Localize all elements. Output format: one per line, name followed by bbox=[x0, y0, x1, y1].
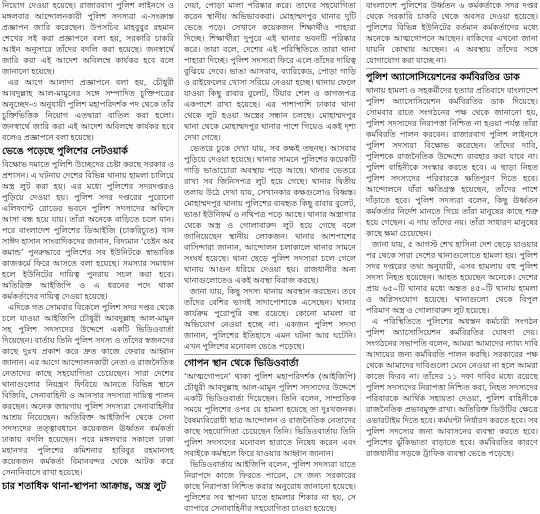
section-heading: চার শতাধিক থানা-স্থাপনা আক্রান্ত, অস্ত্র লুট bbox=[2, 481, 166, 492]
body-paragraph: এ পরিস্থিতিতে পুলিশের অধস্তন কর্মচারী সংগঠন পুলিশ অ্যাসোসিয়েশন কর্মবিরতির ঘোষণা দেয়। সংগঠনের সভাপতি বলেন, আমরা আমাদের ন্যায্য দাবি আদায়ের জন্য কর্মবিরতি পালন করছি। সরকারের পক্ষ থেকে আমাদের দাবিগুলো মেনে নেওয়া না হলে আমরা কাজে ফিরব না। তাঁদের ১১ দফা দাবির মধ্যে রয়েছে পুলিশ সদস্যদের নিরাপত্তা নিশ্চিত করা, নিহত সদস্যদের পরিবারকে আর্থিক সহায়তা দেওয়া, পুলিশ বাহিনীকে রাজনৈতিক প্রভাবমুক্ত রাখা। অতিরিক্ত ডিউটির ক্ষেত্রে ওভারটাইম দিতে হবে। কর্মঘণ্টা নির্ধারণ করতে হবে। সব পুলিশ সদস্যের জন্য আবাসনের ব্যবস্থা করতে হবে। পুলিশের ঝুঁকিভাতা বাড়াতে হবে। কর্মবিরতির কারণে রাজধানীর সড়কে ট্রাফিক ব্যবস্থা ভেঙে পড়েছে। bbox=[366, 316, 538, 458]
section-heading: গোপন স্থান থেকে ভিডিওবার্তা bbox=[184, 358, 299, 369]
body-paragraph: এদিকে গত সোমবার বিকেলে পুলিশ সদর দপ্তর থেকে চলে যাওয়া আইজিপি চৌধুরী আবদুল্লাহ আল-মামুন সহ পুলিশ সদস্যদের উদ্দেশে একটি ভিডিওবার্তা দিয়েছেন। বার্তায় তিনি পুলিশ সদস্য ও তাঁদের স্বজনদের কাছে দুঃখ প্রকাশ করে দ্রুত কাজে ফেরার আহ্বান জানান। এর আগে আন্দোলনকারী নেতা ও রাজনৈতিক নেতাদের কাছে সহযোগিতা চেয়েছেন। সারা দেশের থানাগুলোর নিয়ন্ত্রণ ফিরিয়ে আনতে বিভিন্ন স্থানে বিজিবি, সেনাবাহিনী ও আনসার সদস্যরা দায়িত্ব পালন করছেন। অনেক জায়গায় পুলিশ সদস্যরা সেনাবাহিনীর আশ্রয় নিয়েছেন। অতিরিক্ত আইজিপি থেকে সেনা সদস্যদের তত্ত্বাবধানে কয়েকজন ঊর্ধ্বতন কর্মকর্তা ঢাকায় বদলি হয়েছেন। পরে মঙ্গলবার সকালে ঢাকা মহানগর পুলিশের কমিশনার হাবিবুর রহমানসহ কয়েকজন কর্মকর্তা বিমানবন্দর থেকে আটক করে সেনানিবাসে রাখা হয়েছে। bbox=[2, 302, 174, 477]
body-paragraph: বিক্ষোভ দমাতে পুলিশি উচ্ছেদের চেষ্টা করছে সরকার ও প্রশাসন। এ ঘটনায় দেশের বিভিন্ন থানায় হামলা চালিয়ে অস্ত্র লুট করা হয়। এর মধ্যে পুলিশের সদরদপ্তরও পুড়িয়ে দেওয়া হয়। পুলিশ সদর দপ্তরের পুরোনো এলিফ্যান্ট রোডের ভবনে পুলিশ সদস্যদের অফিসে আসা বন্ধ হয়ে যায়। তাঁরা অনেকে বাড়িতে চলে যান। পরে বাংলাদেশ পুলিশের ডিআইজি (চাকরিচ্যুত) খান সাঈদ হাসান সাংবাদিকদের জানান, বিদ্যমান ‘চেইন অব কমান্ড’ পুনরুদ্ধারে পুলিশের সব ইউনিটকে স্বাভাবিক কাজকর্মে ফিরে আসতে বলা হয়েছে। সমস্যার সমাধান হলে ইউনিটের দায়িত্ব পুনরায় সচল করা হবে। অতিরিক্ত আইজিপি ও এ ধরনের পদে থাকা কর্মকর্তাদের দায়িত্ব দেওয়া হয়েছে। bbox=[2, 159, 174, 301]
body-paragraph: দেয়া, পোড়া মালা পরিষ্কার করে। তাদের সহযোগিতা করেন স্থানীয় অভিভাবকরা। মোহাম্মদপুর থানার দুটি ভেঙে পড়ে। সেখানে কয়েকজন শিক্ষার্থীও পাহারা দিচ্ছে। শিক্ষার্থীরা দুপুরে এই থানার ভবনটি পরিষ্কার করে। তারা বলে, দেশের এই পরিস্থিতিতে তারা থানা পাহারা দিচ্ছে। পুলিশ সদস্যরা ফিরে এলে তাঁদের দায়িত্ব বুঝিয়ে দেবে। ভাঙা আসবাব, ব্যারিকেড, পোড়া গাড়ি ও রাইফেলের খোসা সরিয়ে নেওয়া হচ্ছে। থানায় ফেলে যাওয়া কিছু রাবার বুলেট, টিয়ার শেল ও কাগজপত্র একপাশে রাখা হয়েছে। এর পাশাপাশি ঢাকার থানা থেকে লুট হওয়া অস্ত্রের সন্ধান চলছে। মোহাম্মদপুর থানা থেকে মোহাম্মদপুর থানার পাশে গিয়েও একই দৃশ্য দেখা গেছে। bbox=[184, 0, 356, 142]
body-paragraph: ‘আত্মগোপনে’ থাকা পুলিশ মহাপরিদর্শক (আইজিপি) চৌধুরী আবদুল্লাহ আল-মামুন পুলিশ সদস্যদের উদ্দেশে একটি ভিডিওবার্তা দিয়েছেন। তিনি বলেন, সাম্প্রতিক সময়ে পুলিশের ওপর যে হামলা হয়েছে তা দুঃখজনক। বৈষম্যবিরোধী ছাত্র আন্দোলন ও রাজনৈতিক নেতাদের কাছে সহযোগিতা চেয়েছেন তিনি। ভিডিওবার্তায় তিনি পুলিশ সদস্যদের মনোবল হারাতে নিষেধ করেন এবং সবাইকে কর্মস্থলে ফিরে যাওয়ার আহ্বান জানান। bbox=[184, 371, 356, 458]
body-paragraph: জানা যায়, ৫ আগস্ট শেখ হাসিনা দেশ ছেড়ে যাওয়ার পর থেকে সারা দেশের থানাগুলোতে হামলা হয়। পুলিশ সদর দপ্তরের তথ্য অনুযায়ী, এসব হামলায় বহু পুলিশ সদস্য নিহত হয়েছেন। আহত হয়েছেন অনেকে। দেশের প্রায় ৬৫০টি থানার মধ্যে অন্তত ৪৫০টি থানায় হামলা ও অগ্নিসংযোগ হয়েছে। থানাগুলো থেকে বিপুল পরিমাণ অস্ত্র ও গোলাবারুদ লুট হয়েছে। bbox=[366, 239, 538, 315]
body-paragraph: থানায় হামলা ও সহকর্মীদের হত্যার প্রতিবাদে বাংলাদেশ পুলিশ অ্যাসোসিয়েশন কর্মবিরতির ডাক দিয়েছে। সোমবার রাতে সংগঠনের পক্ষ থেকে জানানো হয়, পুলিশ সদস্যদের নিরাপত্তা নিশ্চিত না হওয়া পর্যন্ত তাঁরা কর্মবিরতি পালন করবেন। রাজারবাগ পুলিশ লাইনসে পুলিশ সদস্যরা বিক্ষোভ করেছেন। তাঁদের দাবি, পুলিশকে রাজনৈতিক উদ্দেশ্যে ব্যবহার করা যাবে না। পুলিশ বাহিনীকে সংস্কার করতে হবে। এ ছাড়া নিহত পুলিশ সদস্যদের পরিবারকে ক্ষতিপূরণ দিতে হবে। আন্দোলনে যাঁরা ক্ষতিগ্রস্ত হয়েছেন, তাঁদের পাশে দাঁড়াতে হবে। পুলিশ সদস্যরা বলেন, কিছু ঊর্ধ্বতন কর্মকর্তার নির্দেশ মানতে গিয়ে তাঁরা মানুষের কাছে শত্রু হয়ে গেছেন। এ দায় তাঁদের নয়। তাঁরা সাধারণ মানুষের কাছে ক্ষমা চেয়েছেন। bbox=[366, 85, 538, 238]
body-paragraph: বাংলাদেশ পুলিশের উর্ধ্বতন ৬ কর্মকর্তাকে সদর দপ্তর থেকে সরকারি চাকরি থেকে অবসর দেওয়া হয়েছে। পুলিশের বিভিন্ন ইউনিটের বর্তমান কর্মকর্তাদের মধ্যে অনেকে আত্মগোপনে আছেন। বাকিদের এখনো জানা যায়নি কোথায় আছেন। এ অবস্থায় তাঁদের সঙ্গে যোগাযোগ করা যাচ্ছে না। bbox=[366, 0, 538, 65]
column-divider bbox=[178, 0, 179, 440]
body-paragraph: নিয়োগ দেওয়া হয়েছে। রাজারবাগ পুলিশ লাইনসে ও মঙ্গলবার আন্দোলনকারী পুলিশ সদস্যরা এ-সংক্রান্ত প্রজ্ঞাপন জারি করেছেন। উপসচিব মাহবুবুর রহমান শেখের সই করা প্রজ্ঞাপনে বলা হয়, সরকারি চাকরি আইন অনুসারে তাঁদের বদলি করা হয়েছে। জনস্বার্থে জারি করা এই আদেশ অবিলম্বে কার্যকর হবে বলে জানানো হয়েছে। bbox=[2, 0, 174, 76]
body-paragraph: জানা যায়, কিছু সদস্য থানায় অবস্থান করছেন। তবে তাঁদের বেশির ভাগই সাদাপোশাকে এসেছেন। থানার কার্যক্রম পুরোপুরি বন্ধ রয়েছে। কোনো মামলা বা অভিযোগ নেওয়া হচ্ছে না। একজন পুলিশ সদস্য জানান, পুলিশের ইতিহাসে এমন ঘটনা আর ঘটেনি। এখন পুলিশের মনোবল ভেঙে পড়েছে। bbox=[184, 286, 356, 351]
section-heading: পুলিশ অ্যাসোসিয়েশনের কর্মবিরতির ডাক bbox=[366, 72, 520, 83]
section-rule bbox=[366, 68, 538, 69]
body-paragraph: ভেতরে ঢুকে দেখা যায়, সব কক্ষই তছনছ। আসবাব পুড়িয়ে দেওয়া হয়েছে। থানার সামনে পুলিশের কয়েকটি গাড়ি ভাঙাচোরা অবস্থায় পড়ে আছে। থানার ভেতরে রাখা সব জিনিসপত্র লুট হয়ে গেছে। থানার দ্বিতীয় তলায় উঠে দেখা যায়, সেখানকার কক্ষগুলোও বিধ্বস্ত। মোহাম্মদপুর থানায় পুলিশের ব্যবহৃত কিছু রাবার বুলেট, ভাঙা ইউনিফর্ম ও নথিপত্র পড়ে আছে। থানার অস্ত্রাগার থেকে অস্ত্র ও গোলাবারুদ লুট হয়ে গেছে বলে জানিয়েছেন স্থানীয় লোকজন। থানার আশপাশের বাসিন্দারা জানান, আন্দোলন চলাকালে থানার সামনে সংঘর্ষ হয়েছে। থানা ছেড়ে পুলিশ সদস্যরা চলে গেলে থানায় আগুন ধরিয়ে দেওয়া হয়। রাজধানীর অন্য থানাগুলোতেও একই অবস্থা বিরাজ করছে। bbox=[184, 143, 356, 285]
column-divider bbox=[360, 0, 361, 440]
section-heading: ভেঙে পড়েছে পুলিশের নেটওয়ার্ক bbox=[2, 146, 128, 157]
article-column-1 bbox=[2, 0, 174, 492]
body-paragraph: ভিডিওবার্তায় আইজিপি বলেন, পুলিশ সদস্যরা যাতে নিরাপদে কাজে ফিরতে পারেন, সে জন্য সরকারের কাছে নিরাপত্তা নিশ্চিত করার অনুরোধ জানানো হয়েছে। পুলিশের সব স্থাপনা যাতে হামলার শিকার না হয়, সে ব্যাপারে সেনাবাহিনীর সহযোগিতা চাওয়া হয়েছে। bbox=[184, 459, 356, 513]
body-paragraph: এর আগে আলাদা প্রজ্ঞাপনে বলা হয়, চৌধুরী আবদুল্লাহ আল-মামুনের সঙ্গে সম্পাদিত চুক্তিপত্রের অনুচ্ছেদ-৩ অনুযায়ী পুলিশ মহাপরিদর্শক পদ থেকে তাঁর চুক্তিভিত্তিক নিয়োগ এতদ্বারা বাতিল করা হলো। জনস্বার্থে জারি করা এই আদেশ অবিলম্বে কার্যকর হবে বলেও প্রজ্ঞাপনে বলা হয়েছে। bbox=[2, 77, 174, 142]
article-column-2 bbox=[184, 0, 356, 513]
article-column-3 bbox=[366, 0, 538, 458]
section-rule bbox=[184, 354, 356, 355]
